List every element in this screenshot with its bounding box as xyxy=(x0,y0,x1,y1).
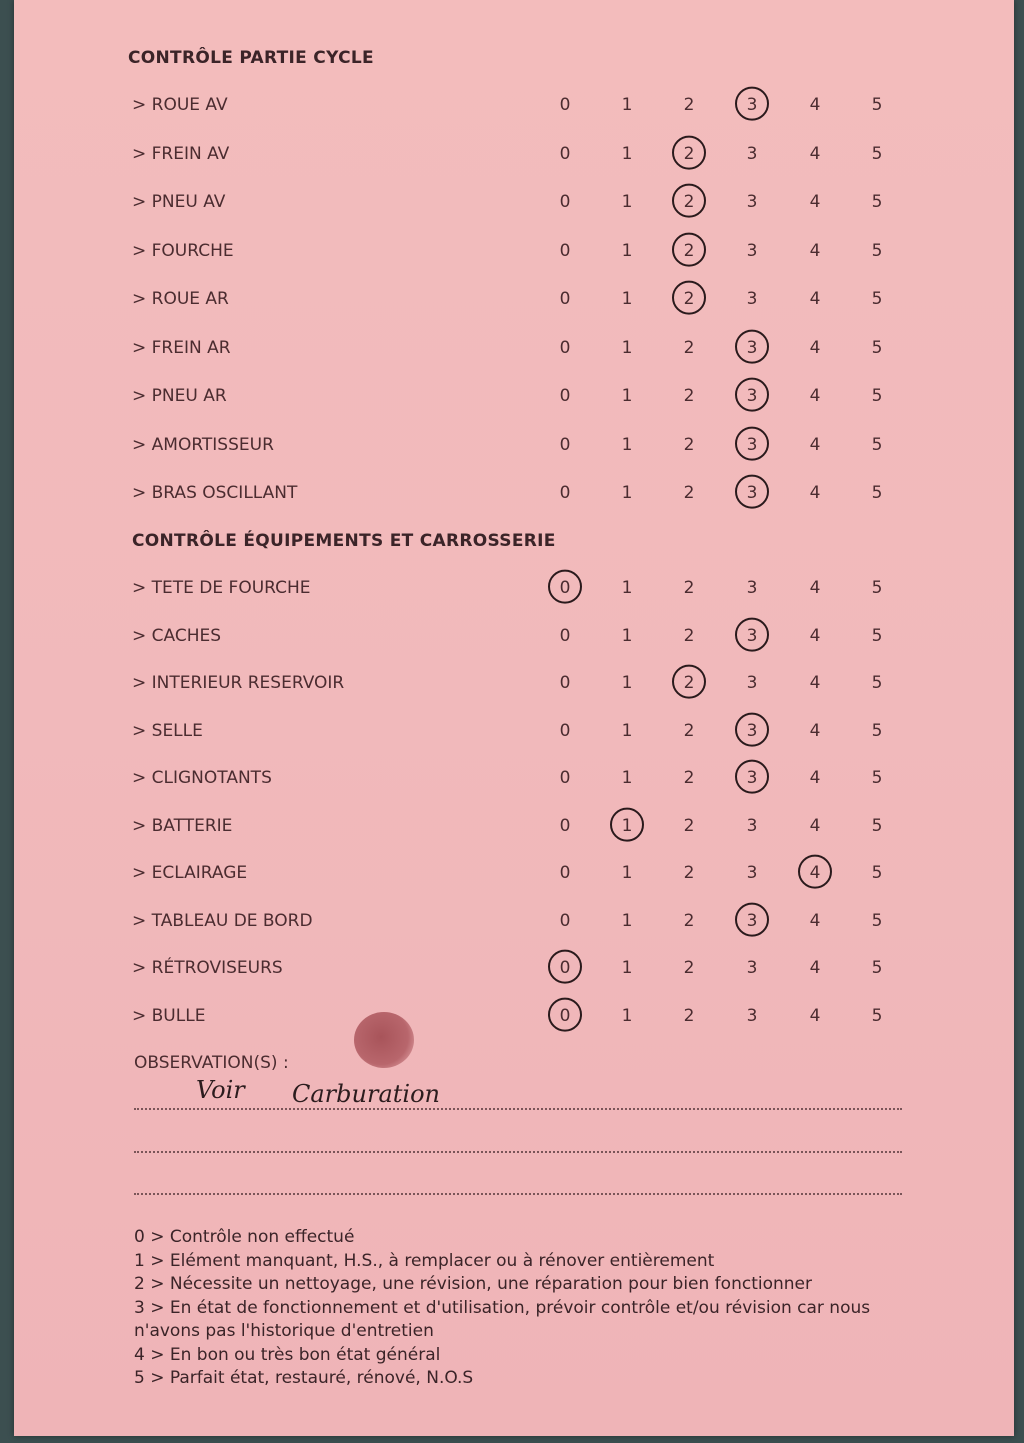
score-option: 2 xyxy=(683,434,695,455)
score-option: 4 xyxy=(809,483,821,503)
score-option: 5 xyxy=(871,673,883,693)
score-option: 1 xyxy=(621,578,633,598)
selected-score: 3 xyxy=(737,768,767,788)
score-option: 4 xyxy=(809,192,821,212)
score-option: 3 xyxy=(746,192,758,212)
checklist-item-label: > TABLEAU DE BORD xyxy=(132,910,313,931)
score-option: 1 xyxy=(621,192,633,212)
score-option: 4 xyxy=(809,768,821,788)
score-option: 4 xyxy=(809,958,821,978)
score-option: 2 xyxy=(683,768,695,788)
section-title-equipment: CONTRÔLE ÉQUIPEMENTS ET CARROSSERIE xyxy=(132,531,556,551)
score-option: 5 xyxy=(871,958,883,978)
selected-score: 4 xyxy=(800,863,830,883)
score-option: 1 xyxy=(621,768,633,788)
selected-score: 0 xyxy=(550,958,580,978)
score-option: 5 xyxy=(871,434,883,455)
score-option: 0 xyxy=(559,910,571,931)
checklist-item-label: > SELLE xyxy=(132,720,203,741)
checklist-row xyxy=(14,863,1014,893)
checklist-row xyxy=(14,673,1014,703)
inspection-sheet xyxy=(14,0,1014,1436)
checklist-row xyxy=(14,958,1014,988)
score-option: 0 xyxy=(559,240,571,261)
legend-item: 3 > En état de fonctionnement et d'utilisation, prévoir contrôle et/ou révision car nous n'avons pas l'historique d'entretien xyxy=(134,1297,871,1341)
score-option: 1 xyxy=(621,1005,633,1026)
checklist-item-label: > BULLE xyxy=(132,1005,206,1026)
section-title-cycle: CONTRÔLE PARTIE CYCLE xyxy=(128,48,374,68)
score-option: 1 xyxy=(621,483,633,503)
score-option: 0 xyxy=(559,337,571,358)
checklist-item-label: > ROUE AV xyxy=(132,95,228,115)
selected-score: 3 xyxy=(737,386,767,406)
score-option: 5 xyxy=(871,815,883,836)
selected-score: 1 xyxy=(612,816,642,836)
selected-score: 3 xyxy=(737,435,767,455)
observation-line xyxy=(134,1108,902,1110)
selected-score: 2 xyxy=(674,241,704,261)
score-option: 3 xyxy=(746,815,758,836)
score-option: 0 xyxy=(559,386,571,406)
score-option: 5 xyxy=(871,95,883,115)
score-option: 4 xyxy=(809,1005,821,1026)
checklist-row xyxy=(14,768,1014,798)
score-option: 2 xyxy=(683,910,695,931)
selected-score: 2 xyxy=(674,144,704,164)
score-option: 4 xyxy=(809,386,821,406)
checklist-item-label: > BATTERIE xyxy=(132,815,233,836)
score-option: 5 xyxy=(871,720,883,741)
score-option: 0 xyxy=(559,768,571,788)
score-option: 1 xyxy=(621,386,633,406)
selected-score: 0 xyxy=(550,578,580,598)
score-option: 4 xyxy=(809,95,821,115)
selected-score: 2 xyxy=(674,192,704,212)
score-option: 4 xyxy=(809,434,821,455)
score-option: 4 xyxy=(809,143,821,164)
observation-line xyxy=(134,1151,902,1153)
checklist-row xyxy=(14,192,1014,222)
score-option: 3 xyxy=(746,958,758,978)
checklist-row xyxy=(14,911,1014,941)
checklist-item-label: > TETE DE FOURCHE xyxy=(132,578,311,598)
score-option: 1 xyxy=(621,720,633,741)
score-option: 1 xyxy=(621,337,633,358)
score-option: 2 xyxy=(683,337,695,358)
checklist-item-label: > BRAS OSCILLANT xyxy=(132,483,298,503)
score-option: 3 xyxy=(746,673,758,693)
score-option: 0 xyxy=(559,815,571,836)
score-option: 5 xyxy=(871,910,883,931)
score-option: 4 xyxy=(809,815,821,836)
score-option: 1 xyxy=(621,240,633,261)
score-option: 5 xyxy=(871,483,883,503)
score-option: 0 xyxy=(559,192,571,212)
score-option: 2 xyxy=(683,483,695,503)
checklist-row xyxy=(14,816,1014,846)
legend-item: 2 > Nécessite un nettoyage, une révision, une réparation pour bien fonctionner xyxy=(134,1274,812,1294)
score-option: 4 xyxy=(809,578,821,598)
score-option: 0 xyxy=(559,720,571,741)
score-option: 3 xyxy=(746,240,758,261)
score-option: 3 xyxy=(746,289,758,309)
checklist-row xyxy=(14,578,1014,608)
checklist-item-label: > FOURCHE xyxy=(132,240,234,261)
checklist-row xyxy=(14,1006,1014,1036)
checklist-row xyxy=(14,626,1014,656)
score-option: 5 xyxy=(871,240,883,261)
score-option: 4 xyxy=(809,910,821,931)
legend-item: 1 > Elément manquant, H.S., à remplacer ou à rénover entièrement xyxy=(134,1250,715,1271)
score-option: 5 xyxy=(871,625,883,646)
legend-item: 4 > En bon ou très bon état général xyxy=(134,1344,441,1365)
score-option: 4 xyxy=(809,337,821,358)
checklist-item-label: > AMORTISSEUR xyxy=(132,434,274,455)
score-option: 5 xyxy=(871,863,883,883)
score-option: 0 xyxy=(559,863,571,883)
score-option: 0 xyxy=(559,673,571,693)
checklist-item-label: > ECLAIRAGE xyxy=(132,863,248,883)
checklist-row xyxy=(14,483,1014,513)
score-option: 2 xyxy=(683,578,695,598)
selected-score: 2 xyxy=(674,673,704,693)
stain-mark xyxy=(354,1012,414,1068)
score-option: 4 xyxy=(809,673,821,693)
handwritten-note-word: Carburation xyxy=(292,1080,440,1108)
score-option: 3 xyxy=(746,863,758,883)
score-option: 1 xyxy=(621,673,633,693)
score-option: 2 xyxy=(683,720,695,741)
score-option: 0 xyxy=(559,143,571,164)
score-option: 4 xyxy=(809,625,821,646)
score-option: 1 xyxy=(621,143,633,164)
handwritten-note-word: Voir xyxy=(196,1076,245,1104)
checklist-item-label: > CLIGNOTANTS xyxy=(132,768,272,788)
checklist-row xyxy=(14,144,1014,174)
score-option: 5 xyxy=(871,386,883,406)
checklist-row xyxy=(14,241,1014,271)
checklist-item-label: > CACHES xyxy=(132,625,222,646)
checklist-row xyxy=(14,95,1014,125)
score-legend xyxy=(134,1226,914,1391)
score-option: 0 xyxy=(559,483,571,503)
score-option: 2 xyxy=(683,863,695,883)
selected-score: 3 xyxy=(737,483,767,503)
selected-score: 3 xyxy=(737,626,767,646)
score-option: 4 xyxy=(809,240,821,261)
checklist-item-label: > FREIN AR xyxy=(132,337,231,358)
score-option: 5 xyxy=(871,1005,883,1026)
checklist-row xyxy=(14,435,1014,465)
selected-score: 3 xyxy=(737,721,767,741)
selected-score: 2 xyxy=(674,289,704,309)
score-option: 1 xyxy=(621,625,633,646)
selected-score: 0 xyxy=(550,1006,580,1026)
checklist-item-label: > ROUE AR xyxy=(132,289,229,309)
score-option: 0 xyxy=(559,625,571,646)
checklist-row xyxy=(14,289,1014,319)
score-option: 1 xyxy=(621,434,633,455)
score-option: 1 xyxy=(621,95,633,115)
checklist-item-label: > INTERIEUR RESERVOIR xyxy=(132,673,345,693)
score-option: 0 xyxy=(559,434,571,455)
score-option: 2 xyxy=(683,95,695,115)
score-option: 5 xyxy=(871,578,883,598)
score-option: 1 xyxy=(621,863,633,883)
score-option: 4 xyxy=(809,289,821,309)
score-option: 0 xyxy=(559,95,571,115)
checklist-item-label: > PNEU AR xyxy=(132,386,227,406)
score-option: 2 xyxy=(683,386,695,406)
checklist-item-label: > PNEU AV xyxy=(132,192,226,212)
score-option: 1 xyxy=(621,910,633,931)
score-option: 3 xyxy=(746,143,758,164)
checklist-row xyxy=(14,386,1014,416)
legend-item: 5 > Parfait état, restauré, rénové, N.O.S xyxy=(134,1368,474,1388)
checklist-row xyxy=(14,721,1014,751)
score-option: 2 xyxy=(683,625,695,646)
selected-score: 3 xyxy=(737,338,767,358)
score-option: 3 xyxy=(746,578,758,598)
score-option: 5 xyxy=(871,768,883,788)
checklist-item-label: > FREIN AV xyxy=(132,143,230,164)
observations-label: OBSERVATION(S) : xyxy=(134,1053,289,1073)
score-option: 1 xyxy=(621,289,633,309)
score-option: 5 xyxy=(871,192,883,212)
score-option: 0 xyxy=(559,289,571,309)
observation-line xyxy=(134,1193,902,1195)
checklist-row xyxy=(14,338,1014,368)
score-option: 2 xyxy=(683,958,695,978)
score-option: 5 xyxy=(871,337,883,358)
legend-item: 0 > Contrôle non effectué xyxy=(134,1227,355,1247)
score-option: 5 xyxy=(871,289,883,309)
selected-score: 3 xyxy=(737,95,767,115)
score-option: 4 xyxy=(809,720,821,741)
checklist-item-label: > RÉTROVISEURS xyxy=(132,958,283,978)
score-option: 2 xyxy=(683,815,695,836)
score-option: 5 xyxy=(871,143,883,164)
score-option: 2 xyxy=(683,1005,695,1026)
score-option: 1 xyxy=(621,958,633,978)
selected-score: 3 xyxy=(737,911,767,931)
score-option: 3 xyxy=(746,1005,758,1026)
